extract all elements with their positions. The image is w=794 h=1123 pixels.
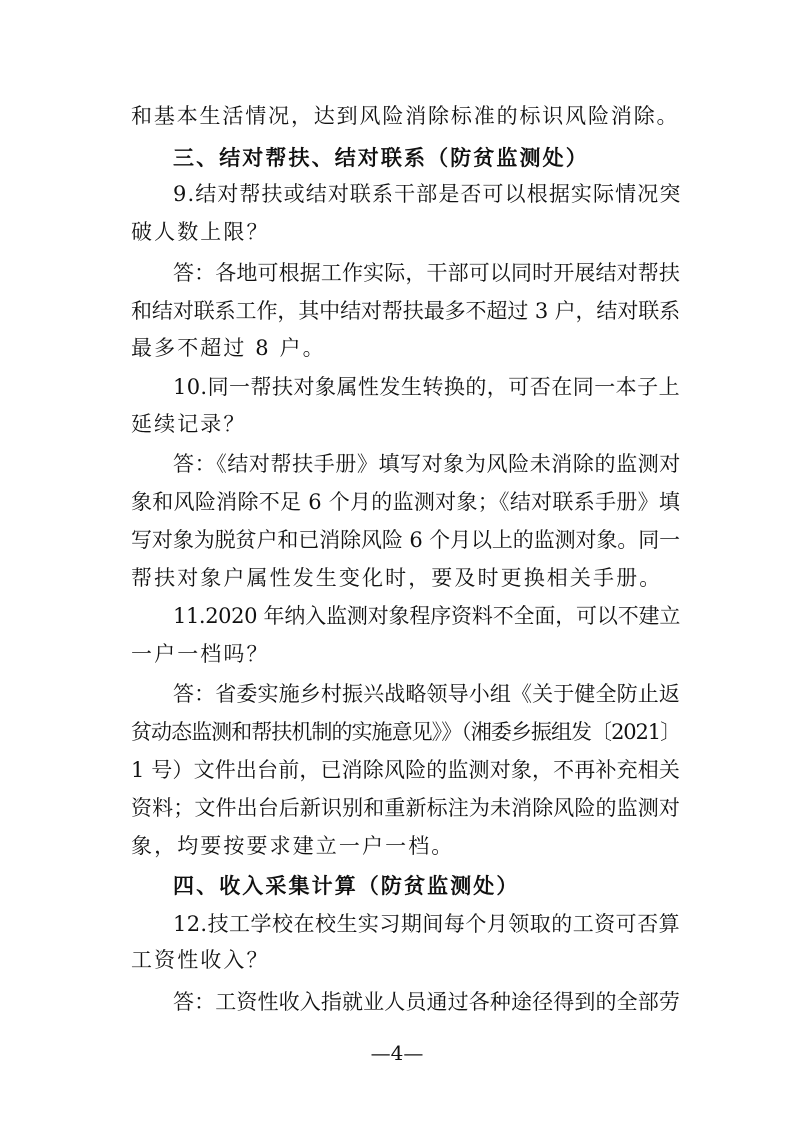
text-line: 象和风险消除不足 6 个月的监测对象；《结对联系手册》填 [131, 490, 680, 514]
text-line: 1 号）文件出台前，已消除风险的监测对象，不再补充相关 [131, 758, 680, 782]
text-line: 和结对联系工作，其中结对帮扶最多不超过 3 户，结对联系 [131, 299, 680, 323]
text-line: 破人数上限？ [131, 220, 270, 244]
question-10: 10.同一帮扶对象属性发生转换的，可否在同一本子上 [173, 375, 680, 399]
text-line: 和基本生活情况，达到风险消除标准的标识风险消除。 [131, 104, 680, 128]
text-line: 工资性收入？ [131, 948, 270, 972]
text-line: 延续记录？ [131, 412, 247, 436]
text-line: 贫动态监测和帮扶机制的实施意见》》（湘委乡振组发〔2021〕 [131, 720, 680, 744]
text-line: 象，均要按要求建立一户一档。 [131, 834, 455, 858]
text-line: 资料；文件出台后新识别和重新标注为未消除风险的监测对 [131, 796, 680, 820]
answer-9: 答：各地可根据工作实际，干部可以同时开展结对帮扶 [173, 261, 680, 285]
section-heading-3: 三、结对帮扶、结对联系（防贫监测处） [173, 146, 589, 170]
text-line: 写对象为脱贫户和已消除风险 6 个月以上的监测对象。同一 [131, 528, 680, 552]
question-12: 12.技工学校在校生实习期间每个月领取的工资可否算 [173, 912, 680, 936]
page-number: —4— [370, 1041, 424, 1065]
section-heading-4: 四、收入采集计算（防贫监测处） [173, 874, 520, 898]
question-11: 11.2020 年纳入监测对象程序资料不全面，可以不建立 [173, 604, 680, 628]
answer-12: 答：工资性收入指就业人员通过各种途径得到的全部劳 [173, 990, 680, 1014]
text-line: 帮扶对象户属性发生变化时，要及时更换相关手册。 [131, 566, 663, 590]
answer-11: 答：省委实施乡村振兴战略领导小组《关于健全防止返 [173, 682, 680, 706]
question-9: 9.结对帮扶或结对联系干部是否可以根据实际情况突 [173, 182, 682, 206]
answer-10: 答：《结对帮扶手册》填写对象为风险未消除的监测对 [173, 452, 681, 476]
text-line: 一户一档吗？ [131, 642, 270, 666]
text-line: 最多不超过 8 户。 [131, 336, 326, 360]
